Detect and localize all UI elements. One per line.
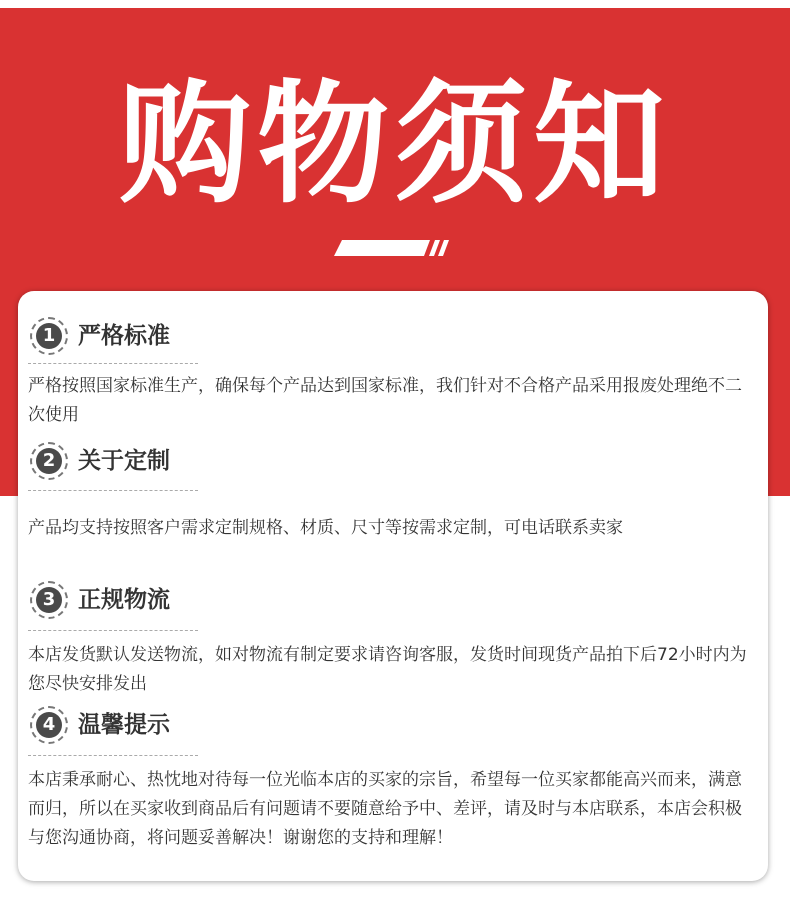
number-badge — [30, 581, 68, 619]
section-text: 本店发货默认发送物流，如对物流有制定要求请咨询客服，发货时间现货产品拍下后72小时内为您尽快安排发出 — [28, 645, 747, 694]
title-deco-slash-1 — [429, 240, 440, 256]
number-badge — [30, 317, 68, 355]
section-title: 温馨提示 — [78, 712, 170, 738]
section-text: 严格按照国家标准生产，确保每个产品达到国家标准，我们针对不合格产品采用报废处理绝不二次使用 — [28, 376, 742, 425]
title-deco-bar — [334, 240, 430, 256]
badge-number: 1 — [36, 323, 62, 349]
notice-card — [18, 291, 768, 881]
number-badge — [30, 706, 68, 744]
section-divider — [28, 630, 198, 631]
section-divider — [28, 363, 198, 364]
section-title: 关于定制 — [78, 448, 170, 474]
badge-number: 4 — [36, 712, 62, 738]
page-title: 购物须知 — [119, 68, 671, 222]
title-decoration — [334, 238, 454, 258]
section-title: 正规物流 — [78, 587, 170, 613]
number-badge — [30, 442, 68, 480]
section-divider — [28, 755, 198, 756]
title-deco-slash-2 — [438, 240, 449, 256]
badge-number: 2 — [36, 448, 62, 474]
section-divider — [28, 490, 198, 491]
badge-number: 3 — [36, 587, 62, 613]
section-title: 严格标准 — [78, 323, 170, 349]
section-text: 本店秉承耐心、热忱地对待每一位光临本店的买家的宗旨，希望每一位买家都能高兴而来，满意而归，所以在买家收到商品后有问题请不要随意给予中、差评，请及时与本店联系，本店会积极与您沟通协商，将问题妥善解决！谢谢您的支持和理解！ — [28, 770, 742, 848]
section-text: 产品均支持按照客户需求定制规格、材质、尺寸等按需求定制，可电话联系卖家 — [28, 518, 623, 538]
